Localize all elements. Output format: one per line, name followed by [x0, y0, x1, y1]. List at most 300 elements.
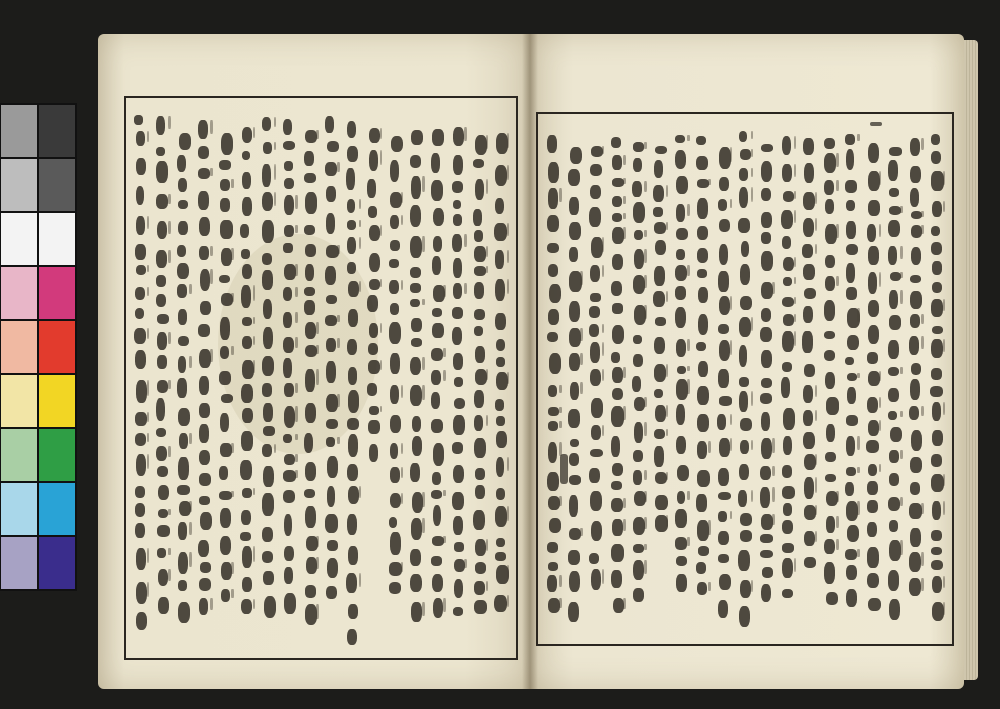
handwritten-glyph: [178, 457, 188, 480]
ruby-annotation: [794, 210, 797, 223]
handwritten-glyph: [739, 187, 749, 209]
handwritten-glyph: [473, 159, 484, 168]
handwritten-glyph: [783, 408, 795, 430]
color-swatch: [1, 375, 37, 427]
right-page: [530, 34, 964, 689]
handwritten-glyph: [697, 441, 707, 458]
handwritten-glyph: [347, 220, 357, 230]
handwritten-glyph: [326, 213, 335, 233]
handwritten-glyph: [262, 383, 272, 396]
handwritten-glyph: [719, 296, 731, 315]
ruby-annotation: [359, 486, 362, 499]
ruby-annotation: [559, 385, 562, 394]
ruby-annotation: [401, 192, 404, 203]
handwritten-glyph: [847, 373, 857, 381]
handwritten-glyph: [241, 249, 250, 259]
handwritten-glyph: [284, 383, 294, 397]
handwritten-glyph: [262, 527, 273, 542]
ruby-annotation: [623, 598, 626, 609]
ruby-annotation: [943, 171, 946, 185]
handwritten-glyph: [390, 215, 399, 229]
ruby-annotation: [210, 269, 213, 284]
ruby-annotation: [231, 443, 234, 453]
handwritten-glyph: [431, 419, 443, 433]
handwritten-glyph: [931, 134, 941, 145]
handwritten-glyph: [698, 546, 710, 555]
handwritten-glyph: [221, 562, 232, 580]
handwritten-glyph: [305, 506, 316, 528]
handwritten-glyph: [761, 350, 772, 368]
ruby-annotation: [602, 569, 605, 584]
handwritten-glyph: [804, 364, 815, 377]
handwritten-glyph: [868, 272, 878, 294]
handwritten-glyph: [868, 171, 879, 191]
handwritten-glyph: [889, 290, 898, 309]
handwritten-glyph: [474, 282, 485, 298]
ruby-annotation: [921, 578, 924, 590]
handwritten-glyph: [846, 467, 856, 476]
handwritten-glyph: [475, 562, 487, 573]
ruby-annotation: [401, 215, 404, 225]
ruby-annotation: [708, 441, 711, 453]
handwritten-glyph: [803, 432, 814, 450]
ruby-annotation: [751, 317, 754, 331]
text-column: [864, 120, 882, 638]
handwritten-glyph: [475, 369, 487, 385]
ruby-annotation: [751, 187, 754, 202]
handwritten-glyph: [199, 496, 210, 505]
handwritten-glyph: [633, 544, 644, 553]
handwritten-glyph: [177, 284, 186, 298]
ruby-annotation: [316, 345, 319, 354]
handwritten-glyph: [389, 259, 399, 268]
left-page: [98, 34, 530, 689]
handwritten-glyph: [410, 283, 421, 293]
handwritten-glyph: [569, 475, 582, 485]
ruby-annotation: [253, 360, 256, 373]
handwritten-glyph: [305, 264, 314, 281]
ruby-annotation: [359, 573, 362, 587]
ruby-annotation: [147, 328, 150, 339]
text-column: [471, 104, 489, 652]
handwritten-glyph: [782, 465, 792, 477]
handwritten-glyph: [474, 600, 487, 614]
handwritten-glyph: [803, 410, 813, 426]
handwritten-glyph: [824, 153, 836, 173]
ruby-annotation: [580, 353, 583, 365]
ruby-annotation: [253, 317, 256, 323]
handwritten-glyph: [347, 146, 358, 162]
handwritten-glyph: [326, 586, 337, 599]
text-column: [842, 120, 860, 638]
ruby-annotation: [580, 271, 583, 286]
handwritten-glyph: [718, 468, 729, 486]
handwritten-glyph: [240, 460, 252, 479]
ruby-annotation: [879, 171, 882, 185]
ruby-annotation: [708, 520, 711, 535]
text-column: [715, 120, 733, 638]
open-book: [98, 34, 964, 689]
handwritten-glyph: [178, 552, 188, 575]
handwritten-glyph: [157, 548, 166, 558]
handwritten-glyph: [158, 509, 168, 519]
text-column: [885, 120, 903, 638]
ruby-annotation: [486, 369, 489, 380]
handwritten-glyph: [589, 324, 599, 337]
handwritten-glyph: [178, 221, 188, 236]
handwritten-glyph: [548, 385, 557, 397]
ruby-annotation: [921, 225, 924, 234]
ruby-annotation: [486, 415, 489, 426]
handwritten-glyph: [347, 121, 357, 138]
handwritten-glyph: [866, 440, 878, 453]
handwritten-glyph: [284, 225, 294, 237]
ruby-annotation: [380, 360, 383, 370]
ruby-annotation: [623, 367, 626, 378]
ruby-annotation: [559, 421, 562, 428]
ruby-annotation: [486, 179, 489, 194]
ruby-annotation: [900, 206, 903, 212]
handwritten-glyph: [283, 337, 294, 353]
handwritten-glyph: [889, 147, 901, 156]
ruby-annotation: [815, 192, 818, 204]
handwritten-glyph: [474, 266, 486, 276]
handwritten-glyph: [888, 220, 900, 237]
handwritten-glyph: [633, 517, 645, 535]
handwritten-glyph: [496, 339, 506, 351]
ruby-annotation: [380, 150, 383, 165]
ruby-annotation: [836, 224, 839, 238]
color-swatch: [39, 159, 75, 211]
handwritten-glyph: [888, 497, 901, 511]
handwritten-glyph: [390, 415, 401, 433]
handwritten-glyph: [242, 127, 253, 143]
handwritten-glyph: [675, 150, 687, 169]
handwritten-glyph: [495, 313, 505, 330]
ruby-annotation: [274, 192, 277, 205]
handwritten-glyph: [452, 307, 463, 319]
handwritten-glyph: [157, 466, 168, 478]
ruby-annotation: [422, 492, 425, 507]
handwritten-glyph: [305, 369, 315, 391]
ruby-annotation: [337, 338, 340, 348]
handwritten-glyph: [782, 236, 791, 249]
handwritten-glyph: [611, 544, 624, 562]
handwritten-glyph: [283, 119, 292, 135]
handwritten-glyph: [740, 530, 752, 542]
ruby-annotation: [708, 582, 711, 591]
handwritten-glyph: [654, 222, 666, 234]
handwritten-glyph: [348, 367, 358, 385]
handwritten-glyph: [867, 397, 878, 413]
handwritten-glyph: [868, 420, 879, 436]
ruby-annotation: [422, 176, 425, 192]
book-spine: [522, 34, 538, 689]
handwritten-glyph: [868, 200, 880, 216]
handwritten-glyph: [826, 516, 835, 532]
ruby-annotation: [168, 332, 171, 344]
left-text-frame: [124, 96, 518, 660]
handwritten-glyph: [178, 178, 188, 192]
handwritten-glyph: [262, 164, 271, 187]
handwritten-glyph: [136, 380, 147, 402]
handwritten-glyph: [675, 307, 687, 328]
ruby-annotation: [210, 246, 213, 256]
handwritten-glyph: [632, 181, 642, 198]
text-column: [693, 120, 711, 638]
handwritten-glyph: [220, 179, 230, 191]
handwritten-glyph: [178, 356, 187, 372]
handwritten-glyph: [910, 314, 920, 328]
handwritten-glyph: [548, 188, 558, 209]
handwritten-glyph: [304, 300, 315, 314]
ruby-annotation: [168, 380, 171, 389]
handwritten-glyph: [369, 406, 378, 415]
handwritten-glyph: [198, 324, 209, 336]
handwritten-glyph: [612, 303, 623, 313]
handwritten-glyph: [824, 539, 835, 554]
ruby-annotation: [687, 537, 690, 546]
handwritten-glyph: [156, 398, 165, 421]
handwritten-glyph: [547, 472, 559, 491]
handwritten-glyph: [825, 474, 836, 483]
handwritten-glyph: [495, 198, 504, 215]
handwritten-glyph: [284, 454, 294, 466]
handwritten-glyph: [655, 405, 666, 422]
handwritten-glyph: [432, 536, 444, 546]
handwritten-glyph: [761, 212, 772, 228]
handwritten-glyph: [867, 500, 878, 513]
ruby-annotation: [857, 436, 860, 450]
handwritten-glyph: [325, 266, 336, 285]
handwritten-glyph: [389, 517, 398, 528]
handwritten-glyph: [454, 559, 465, 573]
handwritten-glyph: [633, 142, 644, 151]
handwritten-glyph: [411, 602, 422, 622]
handwritten-glyph: [284, 593, 296, 615]
handwritten-glyph: [453, 465, 464, 484]
ruby-annotation: [900, 450, 903, 459]
ruby-annotation: [644, 560, 647, 574]
handwritten-glyph: [654, 389, 663, 399]
handwritten-glyph: [802, 244, 813, 258]
handwritten-glyph: [219, 466, 228, 480]
handwritten-glyph: [889, 599, 900, 620]
handwritten-glyph: [158, 597, 169, 614]
handwritten-glyph: [802, 331, 812, 352]
ruby-annotation: [316, 130, 319, 139]
handwritten-glyph: [347, 237, 356, 255]
text-column: [301, 104, 319, 652]
handwritten-glyph: [633, 202, 645, 223]
handwritten-glyph: [369, 444, 378, 461]
handwritten-glyph: [390, 160, 399, 182]
ruby-annotation: [337, 394, 340, 407]
handwritten-glyph: [284, 178, 294, 189]
ruby-annotation: [507, 165, 510, 180]
handwritten-glyph: [676, 204, 685, 221]
handwritten-glyph: [431, 370, 441, 386]
handwritten-glyph: [241, 285, 251, 308]
ruby-annotation: [644, 517, 647, 530]
handwritten-glyph: [136, 582, 147, 604]
ruby-annotation: [507, 133, 510, 147]
handwritten-glyph: [654, 446, 663, 466]
handwritten-glyph: [845, 549, 856, 560]
handwritten-glyph: [888, 160, 898, 181]
handwritten-glyph: [932, 576, 942, 593]
handwritten-glyph: [931, 226, 941, 237]
handwritten-glyph: [283, 243, 292, 253]
handwritten-glyph: [655, 317, 666, 325]
ruby-annotation: [794, 297, 797, 304]
handwritten-glyph: [262, 192, 274, 211]
ruby-annotation: [602, 369, 605, 381]
handwritten-glyph: [611, 498, 623, 512]
handwritten-glyph: [178, 200, 188, 210]
ruby-annotation: [380, 406, 383, 412]
text-column: [344, 104, 362, 652]
handwritten-glyph: [824, 350, 836, 361]
handwritten-glyph: [761, 308, 772, 322]
handwritten-glyph: [611, 436, 620, 457]
handwritten-glyph: [889, 206, 901, 215]
handwritten-glyph: [697, 198, 708, 219]
handwritten-glyph: [568, 409, 580, 427]
handwritten-glyph: [803, 385, 813, 403]
handwritten-glyph: [264, 596, 277, 618]
handwritten-glyph: [761, 161, 773, 182]
ruby-annotation: [295, 312, 298, 324]
handwritten-glyph: [634, 249, 644, 269]
handwritten-glyph: [782, 558, 793, 579]
text-column: [800, 120, 818, 638]
ruby-annotation: [943, 201, 946, 212]
handwritten-glyph: [762, 567, 773, 578]
handwritten-glyph: [156, 161, 168, 182]
handwritten-glyph: [910, 291, 922, 309]
handwritten-glyph: [284, 546, 294, 561]
ruby-annotation: [147, 380, 150, 396]
handwritten-glyph: [888, 411, 897, 421]
ruby-annotation: [580, 528, 583, 537]
handwritten-glyph: [156, 446, 168, 461]
ruby-annotation: [359, 237, 362, 249]
ruby-annotation: [836, 153, 839, 167]
handwritten-glyph: [570, 439, 579, 448]
text-column: [565, 120, 583, 638]
handwritten-glyph: [220, 346, 230, 359]
handwritten-glyph: [633, 158, 642, 172]
handwritten-glyph: [889, 315, 901, 329]
color-swatch: [1, 429, 37, 481]
ruby-annotation: [644, 422, 647, 436]
handwritten-glyph: [676, 436, 686, 454]
ruby-annotation: [794, 191, 797, 198]
handwritten-glyph: [453, 200, 462, 209]
ruby-annotation: [900, 367, 903, 374]
handwritten-glyph: [632, 376, 641, 392]
handwritten-glyph: [547, 332, 558, 343]
handwritten-glyph: [847, 387, 856, 404]
handwritten-glyph: [177, 263, 189, 280]
ruby-annotation: [730, 340, 733, 355]
handwritten-glyph: [221, 589, 230, 602]
ruby-annotation: [708, 179, 711, 185]
text-column: [736, 120, 754, 638]
text-column: [322, 104, 340, 652]
handwritten-glyph: [368, 343, 378, 356]
handwritten-glyph: [931, 339, 943, 358]
handwritten-glyph: [932, 326, 943, 335]
handwritten-glyph: [158, 569, 168, 587]
handwritten-glyph: [547, 135, 557, 153]
ruby-annotation: [464, 234, 467, 247]
handwritten-glyph: [612, 254, 623, 270]
handwritten-glyph: [569, 453, 579, 466]
handwritten-glyph: [824, 300, 836, 321]
handwritten-glyph: [177, 155, 186, 173]
handwritten-glyph: [590, 449, 603, 458]
handwritten-glyph: [548, 421, 559, 431]
handwritten-glyph: [825, 452, 836, 463]
ruby-annotation: [815, 505, 818, 515]
color-swatch: [39, 213, 75, 265]
ruby-annotation: [189, 356, 192, 367]
ruby-annotation: [921, 336, 924, 349]
handwritten-glyph: [930, 386, 943, 397]
ruby-annotation: [730, 414, 733, 425]
handwritten-glyph: [590, 265, 600, 282]
ruby-annotation: [210, 598, 213, 609]
ruby-annotation: [921, 503, 924, 514]
seal-mark: [870, 122, 882, 126]
ruby-annotation: [401, 385, 404, 399]
ruby-annotation: [815, 531, 818, 542]
handwritten-glyph: [262, 493, 274, 516]
handwritten-glyph: [136, 216, 145, 235]
ruby-annotation: [559, 496, 562, 506]
handwritten-glyph: [242, 488, 252, 498]
handwritten-glyph: [348, 309, 358, 327]
handwritten-glyph: [718, 369, 729, 388]
ruby-annotation: [337, 437, 340, 444]
handwritten-glyph: [826, 592, 838, 605]
handwritten-glyph: [783, 314, 794, 326]
handwritten-glyph: [675, 509, 687, 527]
ruby-annotation: [794, 136, 797, 149]
ruby-annotation: [443, 536, 446, 543]
handwritten-glyph: [931, 474, 944, 492]
handwritten-glyph: [136, 454, 146, 476]
handwritten-glyph: [782, 520, 794, 534]
handwritten-glyph: [496, 488, 506, 500]
ruby-annotation: [623, 178, 626, 184]
ruby-annotation: [943, 501, 946, 514]
ruby-annotation: [316, 557, 319, 569]
handwritten-glyph: [475, 468, 484, 480]
margin-note: [560, 454, 568, 484]
handwritten-glyph: [283, 141, 295, 150]
text-column: [407, 104, 425, 652]
handwritten-glyph: [718, 554, 729, 563]
ruby-annotation: [730, 199, 733, 207]
handwritten-glyph: [569, 197, 578, 215]
handwritten-glyph: [633, 450, 643, 462]
handwritten-glyph: [347, 629, 357, 646]
ruby-annotation: [921, 314, 924, 323]
ruby-annotation: [253, 546, 256, 561]
